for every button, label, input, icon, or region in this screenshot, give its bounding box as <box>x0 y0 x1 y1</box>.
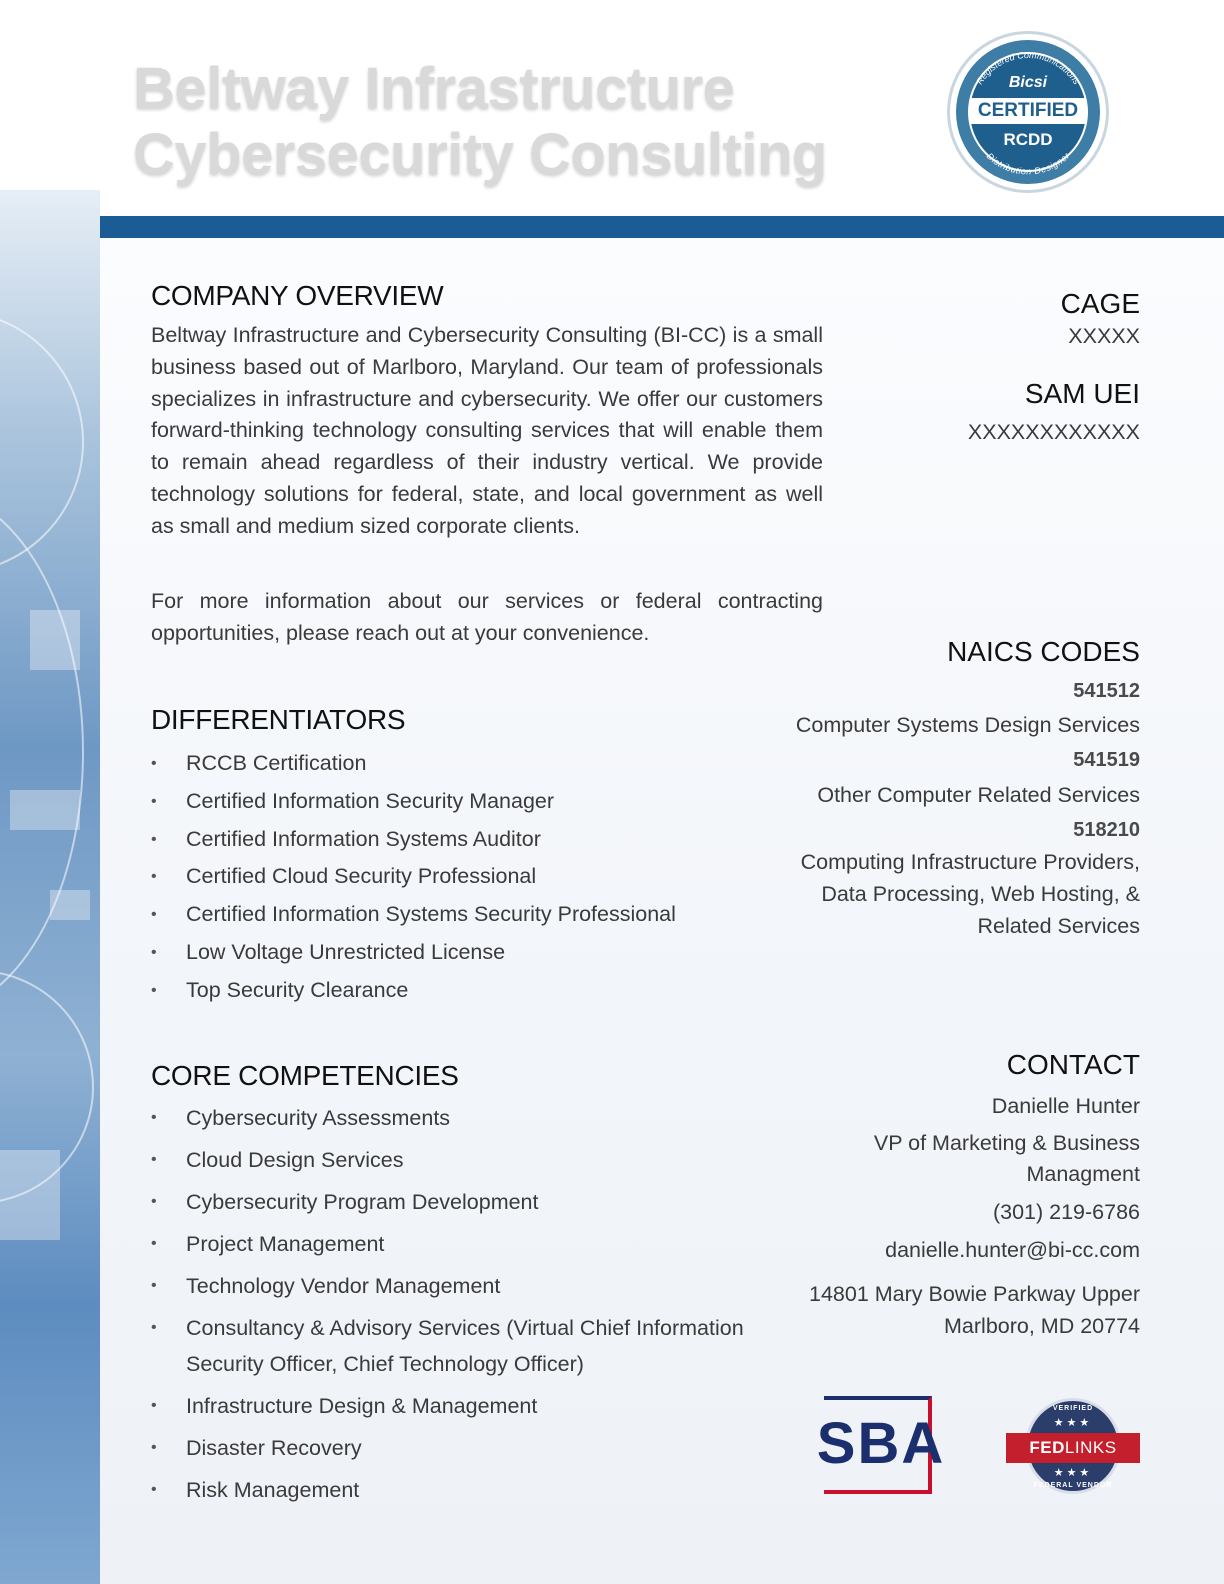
list-item: • Cybersecurity Program Development <box>151 1184 756 1220</box>
sba-logo-text: SBA <box>816 1411 946 1476</box>
list-item: • Technology Vendor Management <box>151 1268 756 1304</box>
fedlinks-prefix: FED <box>1029 1438 1065 1457</box>
naics-code: 518210 <box>1073 819 1140 841</box>
decorative-side-art <box>0 190 100 1584</box>
competencies-list <box>151 1100 756 1514</box>
contact-phone[interactable]: (301) 219-6786 <box>992 1200 1140 1224</box>
naics-description: Other Computer Related Services <box>817 783 1140 807</box>
title-line-1: Beltway Infrastructure <box>133 56 735 121</box>
badge-certified: CERTIFIED <box>970 98 1086 124</box>
overview-paragraph-2: For more information about our services or federal contracting opportunities, please reach out at your convenience. <box>151 589 823 645</box>
list-item: • Certified Information Systems Security Professional <box>151 896 676 934</box>
naics-block <box>796 632 1140 942</box>
list-item: • Disaster Recovery <box>151 1430 756 1466</box>
accent-bar <box>100 216 1224 238</box>
naics-code: 541519 <box>1073 749 1140 771</box>
list-item: • Certified Information Systems Auditor <box>151 821 676 859</box>
bicsi-certified-badge <box>950 34 1106 190</box>
list-item: • Cloud Design Services <box>151 1142 756 1178</box>
list-item: • Certified Cloud Security Professional <box>151 858 676 896</box>
list-item: • Risk Management <box>151 1472 756 1508</box>
differentiators-list <box>151 745 676 1010</box>
naics-description: Computing Infrastructure Providers, <box>800 850 1140 874</box>
list-item: • Low Voltage Unrestricted License <box>151 934 676 972</box>
overview-heading: COMPANY OVERVIEW <box>151 280 444 311</box>
title-line-2: Cybersecurity Consulting <box>133 122 827 187</box>
badge-brand: Bicsi <box>1008 74 1048 91</box>
badge-credential: RCDD <box>1003 130 1053 149</box>
competencies-heading: CORE COMPETENCIES <box>151 1060 459 1091</box>
naics-description: Related Services <box>977 914 1140 938</box>
fedlinks-verified-logo <box>1006 1398 1140 1496</box>
cage-value: XXXXX <box>1068 324 1140 348</box>
company-title <box>133 56 913 188</box>
naics-description: Data Processing, Web Hosting, & <box>821 882 1140 906</box>
svg-text:Distribution Designer <box>985 150 1072 176</box>
overview-paragraph-1: Beltway Infrastructure and Cybersecurity Consulting (BI-CC) is a small business based out of Marlboro, Maryland. Our team of professionals specializes in infrastructure and cybersecurity. We offer our customers forward-thinking technology consulting services that will enable them to remain ahead regardless of their industry vertical. We provide technology solutions for federal, state, and local government as well as small and medium sized corporate clients. <box>151 323 823 538</box>
contact-name: Danielle Hunter <box>991 1094 1140 1118</box>
cage-label: CAGE <box>1060 288 1140 319</box>
sba-logo <box>814 1396 948 1496</box>
contact-address: Marlboro, MD 20774 <box>944 1314 1140 1338</box>
sam-value: XXXXXXXXXXXX <box>967 420 1140 444</box>
contact-title: VP of Marketing & Business <box>873 1131 1140 1155</box>
badge-ring-top: Registered Communications <box>974 49 1082 87</box>
list-item: • Infrastructure Design & Management <box>151 1388 756 1424</box>
list-item: • Project Management <box>151 1226 756 1262</box>
naics-code: 541512 <box>1073 680 1140 702</box>
fedlinks-suffix: LINKS <box>1064 1438 1117 1457</box>
fedlinks-verified-label: VERIFIED <box>1052 1405 1094 1412</box>
naics-heading: NAICS CODES <box>947 636 1140 667</box>
contact-title: Managment <box>1026 1162 1140 1186</box>
fedlinks-bottom-label: FEDERAL VENDOR <box>1033 1482 1113 1489</box>
differentiators-heading: DIFFERENTIATORS <box>151 704 406 735</box>
sam-label: SAM UEI <box>1024 378 1140 409</box>
contact-address: 14801 Mary Bowie Parkway Upper <box>808 1282 1140 1306</box>
contact-block <box>809 1046 1140 1342</box>
badge-ring-bottom: Distribution Designer <box>984 150 1072 177</box>
list-item: • RCCB Certification <box>151 745 676 783</box>
list-item: • Certified Information Security Manager <box>151 783 676 821</box>
star-icon: ★★★ <box>1053 1467 1093 1479</box>
naics-description: Computer Systems Design Services <box>795 713 1140 737</box>
list-item: • Cybersecurity Assessments <box>151 1100 756 1136</box>
contact-heading: CONTACT <box>1006 1049 1140 1080</box>
list-item: • Top Security Clearance <box>151 972 676 1010</box>
star-icon: ★★★ <box>1053 1417 1093 1429</box>
list-item: • Consultancy & Advisory Services (Virtual Chief Information Security Officer, Chief Technology Officer) <box>151 1310 756 1382</box>
fedlinks-ribbon <box>1006 1433 1140 1463</box>
sam-block <box>968 376 1140 452</box>
contact-email-link[interactable]: danielle.hunter@bi-cc.com <box>885 1238 1140 1262</box>
cage-block <box>1061 286 1140 350</box>
